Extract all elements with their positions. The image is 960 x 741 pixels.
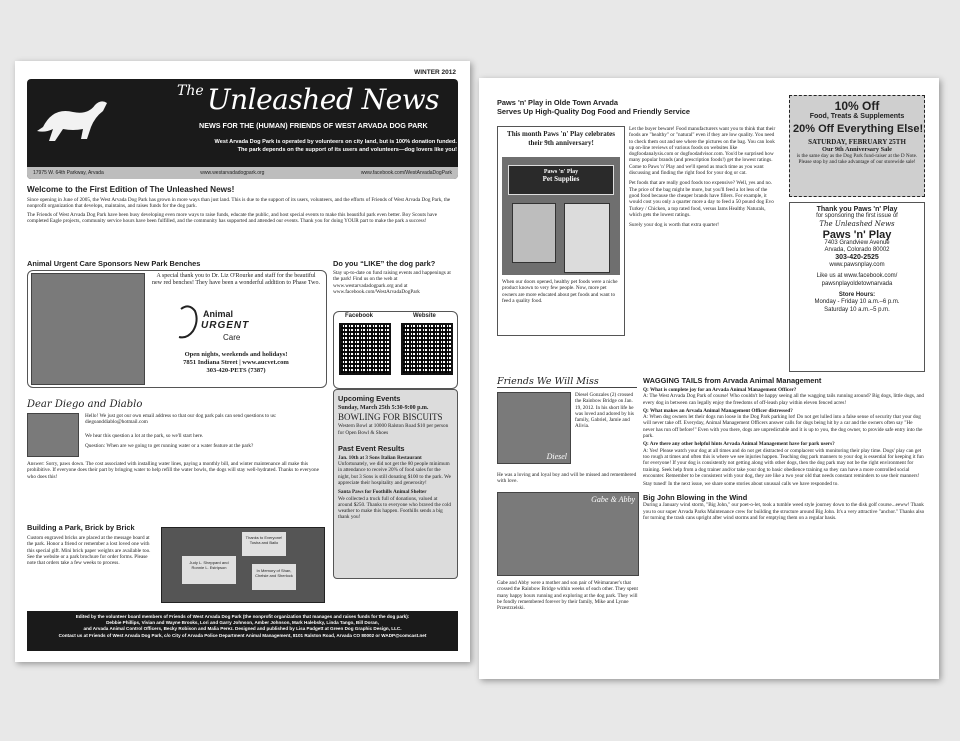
like-heading: Do you “LIKE” the dog park? bbox=[333, 259, 436, 268]
volunteers-photo bbox=[31, 273, 145, 385]
logo-animal: Animal bbox=[203, 309, 234, 319]
page1-footer bbox=[27, 611, 458, 651]
sale-coupon bbox=[789, 95, 925, 197]
bricks-photo bbox=[161, 527, 325, 603]
store-window bbox=[512, 203, 556, 263]
diesel-photo-label: Diesel bbox=[546, 452, 567, 461]
website-qr-code[interactable] bbox=[401, 323, 453, 375]
coupon-10-off: 10% Off bbox=[834, 99, 880, 113]
footer-line4: Contact us at Friends of West Arvada Dog Park, c/o City of Arvada Police Department Animal Management, 8101 Ralston Road, Arvada CO 80002 or WADP@comcast.net bbox=[58, 632, 427, 638]
bricks-heading: Building a Park, Brick by Brick bbox=[27, 523, 135, 532]
coupon-details: is the same day as the Dog Park fund-raiser at the D Note. Please stop by and take advantage of our storewide sale! bbox=[796, 153, 918, 166]
pnp-heading2: Serves Up High-Quality Dog Food and Friendly Service bbox=[497, 107, 691, 116]
pnp-caption: This month Paws 'n' Play celebrates their 9th anniversary! bbox=[507, 130, 615, 147]
store-sign-name: Paws 'n' Play bbox=[543, 169, 579, 175]
sponsor-facebook2[interactable]: pawsnplayoldetownarvada bbox=[821, 280, 893, 287]
masthead bbox=[27, 79, 458, 179]
wagging-a3: A: Yes! Please watch your dog at all times and do not get distracted or complacent with monitoring their play time. Dogs' play can get too rough at times and often this is where we see injuries happen. Teaching dog park manners to your dog is essential for keeping it fun for everyone! If your dog is consistently not getting along with other dogs, then the dog park may not be the right environment for training. Seek help from a dog trainer and/or take your dog to basic obedience training so they can have a more controlled social encounter. Remember to be consistent with your dog, they are like a two year old that needs constant reminders to use their manners! bbox=[643, 447, 924, 479]
urgent-care-logo bbox=[167, 303, 307, 347]
bigjohn-text: During a January wind storm, "Big John," our poet-o-let, took a tumble weed style journey down to the disk golf course...eeww! Thank you to our super Arvada Parks Maintenance crew for building the structure around Big John. It's a very attractive "anchor." Thanks also for turning the trash cans upright after wind storms and for emptying them on a regular basis. bbox=[643, 502, 925, 522]
masthead-title: Unleashed News bbox=[207, 83, 440, 116]
coupon-date: SATURDAY, FEBRUARY 25TH bbox=[808, 138, 906, 146]
store-photo bbox=[502, 157, 620, 275]
diego-section bbox=[27, 399, 325, 480]
pnp-headline bbox=[497, 98, 777, 116]
sponsor-hours-saturday: Saturday 10 a.m.–5 p.m. bbox=[824, 306, 890, 313]
pnp-right-col bbox=[629, 126, 779, 228]
bricks-section bbox=[27, 523, 325, 578]
brick-2: Judy L. Sheppard and Ronnie L. Estripson bbox=[182, 556, 236, 584]
sponsor-facebook1[interactable]: Like us at www.facebook.com/ bbox=[816, 273, 898, 280]
brick-3: In Memory of Shan, Chelsie and Sherlock bbox=[252, 564, 296, 590]
past-event1-text: Unfortunately, we did not get the 80 people minimum in attendance to receive 20% of food sales for the night, but 3 Sons is still donating $100 to the park. We appreciate their hospitality and generosity! bbox=[338, 461, 451, 486]
bigjohn-heading: Big John Blowing in the Wind bbox=[643, 493, 748, 503]
pnp-left-text: When our doors opened, healthy pet foods were a niche product known to very few people. Now, more pet owners are more educated about pet foods and want to feed a quality food. bbox=[502, 279, 618, 304]
issue-date: WINTER 2012 bbox=[414, 69, 456, 76]
friends-heading: Friends We Will Miss bbox=[497, 376, 637, 388]
diego-p2: We hear this question a lot at the park, so we'll start here. bbox=[85, 433, 204, 439]
logo-urgent: URGENT bbox=[201, 320, 250, 331]
masthead-subtitle: NEWS FOR THE (HUMAN) FRIENDS OF WEST ARVADA DOG PARK bbox=[199, 121, 428, 130]
gabe-abby-photo bbox=[497, 492, 639, 576]
store-sign-sub: Pet Supplies bbox=[542, 175, 580, 183]
coupon-anniversary: Our 9th Anniversary Sale bbox=[821, 146, 892, 153]
masthead-line2: The park depends on the support of its users and volunteers—dog lovers like you! bbox=[237, 147, 457, 153]
sponsor-box bbox=[789, 202, 925, 372]
sponsor-for: for sponsoring the first issue of bbox=[816, 213, 898, 220]
dog-outline-icon bbox=[175, 303, 203, 343]
sponsor-hours-weekday: Monday - Friday 10 a.m.–6 p.m. bbox=[814, 299, 900, 306]
events-sidebar bbox=[333, 389, 458, 579]
gabe-abby-text: Gabe and Abby were a mother and son pair of Weimaraner's that crossed the Rainbow Bridge within weeks of each other. They spent many happy hours running and exploring at the dog park. They will be fondly remembered forever by their family, Mike and Lynne Przestrzelski. bbox=[497, 580, 638, 612]
sponsor-store-name: Paws 'n' Play bbox=[822, 229, 892, 242]
sponsor-address2: Arvada, Colorado 80002 bbox=[824, 247, 890, 254]
pnp-right2: Pet foods that are really good foods too expensive? Well, yes and no. The price of the bag might be more, but you'll feed a lot less of the good food because the cheaper brands have fillers. For example, it would cost you only a quarter more a day to feed a 50 pound dog Evo Turkey / Chicken, a top rated food, versus Iams Healthy Naturals, which gets the lowest ratings. bbox=[629, 180, 774, 218]
upcoming-detail: Western Bowl at 10000 Ralston Road $10 per person for Open Bowl & Shoes bbox=[338, 423, 449, 436]
urgent-info bbox=[151, 351, 321, 375]
sponsor-website-link[interactable]: www.pawsnplay.com bbox=[829, 261, 885, 268]
store-sign bbox=[508, 165, 614, 195]
like-text: Stay up-to-date on fund raising events and happenings at the park! Find us on the web at www.westarvadadogpark.org and at www.facebook.com/WestArvadaDogPark bbox=[333, 270, 451, 295]
newsletter-page-1 bbox=[15, 61, 470, 662]
urgent-address: 7851 Indiana Street | www.aucvet.com bbox=[183, 359, 289, 366]
masthead-the: The bbox=[177, 83, 204, 99]
wagging-a1: A: The West Arvada Dog Park of course! Who couldn't be happy seeing all the wagging tails running around? Big dogs, little dogs, and every dog in between can legally enjoy the freedoms of off-leash play within eleven fenced acres! bbox=[643, 393, 925, 406]
pnp-heading1: Paws 'n' Play in Olde Town Arvada bbox=[497, 98, 618, 107]
coupon-20-off: 20% Off Everything Else! bbox=[793, 123, 924, 135]
urgent-phone: 303-420-PETS (7387) bbox=[206, 367, 266, 374]
huskies-photo bbox=[27, 413, 79, 457]
park-address: 17975 W. 64th Parkway, Arvada bbox=[33, 170, 104, 176]
footer-line3: and Arvada Animal Control Officers, Becky Robison and Malia Perez. Designed and published by Lisa Padgett at Green Dog Graphic Design, LLC. bbox=[83, 626, 402, 632]
diego-p1: Hello! We just got our own email address so that our dog park pals can send questions to us: diegoanddiablo@hotmail.com bbox=[85, 413, 277, 426]
wagging-heading: WAGGING TAILS from Arvada Animal Management bbox=[643, 376, 822, 385]
like-section bbox=[333, 259, 458, 319]
wagging-q3: Q: Are there any other helpful hints Arvada Animal Management have for park users? bbox=[643, 441, 835, 448]
coupon-food-treats: Food, Treats & Supplements bbox=[809, 113, 905, 120]
diesel-photo bbox=[497, 392, 571, 464]
wagging-section bbox=[643, 376, 925, 521]
park-website-link[interactable]: www.westarvadadogpark.org bbox=[200, 170, 265, 176]
masthead-line1: West Arvada Dog Park is operated by volunteers on city land, but is 100% donation funded. bbox=[214, 139, 457, 145]
diego-answer: Answer: Sorry, paws down. The cost associated with installing water lines, paying a monthly bill, and winter maintenance all make this prohibitive. If everyone does their part by bringing water to help refill the water bowls, the dogs will stay well-hydrated. Thanks to everyone who does this! bbox=[27, 461, 319, 480]
wagging-q2: Q: What makes an Arvada Animal Management Officer distressed? bbox=[643, 407, 793, 414]
qr-facebook-label: Facebook bbox=[345, 313, 374, 319]
facebook-qr-code[interactable] bbox=[339, 323, 391, 375]
brick-1: Thanks to Everyone! Tosha and Bailo bbox=[242, 532, 286, 556]
logo-care: Care bbox=[223, 333, 241, 342]
diego-question: Question: When are we going to get running water or a water feature at the park? bbox=[85, 443, 254, 449]
wagging-q1: Q: What is complete joy for an Arvada Animal Management Officer? bbox=[643, 387, 797, 393]
urgent-heading: Animal Urgent Care Sponsors New Park Benches bbox=[27, 259, 201, 268]
past-event2: Santa Paws for Foothills Animal Shelter bbox=[338, 489, 427, 496]
urgent-text: A special thank you to Dr. Liz O'Rourke and staff for the beautiful new red benches! They have been a wonderful addition to Phase Two. bbox=[152, 273, 320, 287]
park-facebook-link[interactable]: www.facebook.com/WestArvadaDogPark bbox=[360, 170, 452, 176]
upcoming-date: Sunday, March 25th 5:30-9:00 p.m. bbox=[338, 405, 429, 411]
footer-line1: Edited by the volunteer board members of Friends of West Arvada Dog Park (the nonprofit organization that manages and raises funds for the dog park): bbox=[75, 614, 410, 619]
pnp-right1: Let the buyer beware! Food manufacturers want you to think that their foods are "healthy" or "natural" even if they are low quality. You need to check them out and see where the pictures on the bag. You can look up on-line reviews of various foods on websites like dogfoodanalysis.com or dogfoodadvisor.com. You'd be surprised how many popular brands (and prescription foods!) get the lowest ratings. Come to Paws 'n' Play and we'll spend as much time as you want discussing and finding the right food for your dog or cat. bbox=[629, 126, 776, 177]
bricks-text: Custom engraved bricks are placed at the message board at the park. Honor a friend or remember a lost loved one with this special gift. Mini brick paper weights are available too. See the website or a park brochure for order forms. Please note that orders take a few weeks to process. bbox=[27, 535, 151, 567]
diesel-text: Diesel Gonzales (2) crossed the Rainbow Bridge on Jan. 19, 2012. In his short life he was loved and adored by his family, Gabriel, Jamie and Alivia. bbox=[575, 392, 634, 430]
urgent-care-section bbox=[27, 259, 327, 374]
sponsor-address1: 7403 Grandview Avenue bbox=[824, 239, 890, 246]
pnp-right3: Surely your dog is worth that extra quarter! bbox=[629, 222, 720, 229]
welcome-heading: Welcome to the First Edition of The Unleashed News! bbox=[27, 185, 235, 194]
store-door bbox=[564, 203, 610, 273]
pnp-photo-box bbox=[497, 126, 625, 336]
diesel-text2: He was a loving and loyal boy and will be missed and remembered with love. bbox=[497, 472, 637, 485]
past-event1: Jan. 10th at 3 Sons Italian Restaurant bbox=[338, 454, 422, 461]
gabe-abby-photo-label: Gabe & Abby bbox=[591, 495, 635, 504]
past-event2-text: We collected a truck full of donations, valued at around $250. Thanks to everyone who braved the cold weather to make this happen. Foothills sends a big thank you! bbox=[338, 495, 451, 521]
newsletter-page-2 bbox=[479, 78, 939, 679]
welcome-p1: Since opening in June of 2005, the West Arvada Dog Park has grown in more ways than just land. This is due to the support of its users, volunteers, and the efforts of Friends of West Arvada Dog Park, the nonprofit organization that develops, maintains, and raises funds for the dog park. bbox=[27, 197, 451, 210]
sponsor-newsletter-name: The Unleashed News bbox=[819, 219, 895, 228]
sponsor-hours-heading: Store Hours: bbox=[838, 292, 876, 299]
urgent-hours: Open nights, weekends and holidays! bbox=[184, 351, 288, 358]
upcoming-event: BOWLING FOR BISCUITS bbox=[338, 412, 443, 423]
footer-line2: Debbie Phillips, Vivian and Wayne Brooks, Lori and Garry Johnson, Amber Johnson, Mark Halebsky, Linda Tango, Bill Doran, bbox=[106, 620, 379, 626]
welcome-p2: The Friends of West Arvada Dog Park have been busy developing even more ways to raise funds, educate the public, and host special events to make this beautiful park even better. Boy Scouts have completed Eagle projects, community service hours have been fulfilled, and the community has supported and attended our events. Thank you for doing YOUR part to make the park a success! bbox=[27, 211, 438, 224]
wagging-a2: A: When dog owners let their dogs run loose in the Dog Park parking lot! Do not get lulled into a false sense of security that your dog will never take off. Everyday, Animal Management Officers answer calls for dogs being hit by a car and the owners often say "He never has run off before!" Even with you there, dogs are unpredictable and it is up to you, the dog owner, to provide safe entry into the park. bbox=[643, 414, 923, 440]
friends-section bbox=[497, 376, 638, 612]
past-heading: Past Event Results bbox=[338, 443, 405, 453]
qr-website-label: Website bbox=[413, 313, 436, 319]
upcoming-heading: Upcoming Events bbox=[338, 394, 401, 403]
welcome-section bbox=[27, 185, 458, 224]
wagging-stay-tuned: Stay tuned! In the next issue, we share some stories about unusual calls we have responded to. bbox=[643, 481, 839, 488]
diego-heading: Dear Diego and Diablo bbox=[27, 399, 143, 410]
dog-logo-icon bbox=[33, 87, 113, 147]
masthead-contact-bar bbox=[27, 167, 458, 179]
sponsor-thanks: Thank you Paws 'n' Play bbox=[816, 206, 898, 213]
sponsor-phone: 303-420-2525 bbox=[835, 254, 879, 262]
